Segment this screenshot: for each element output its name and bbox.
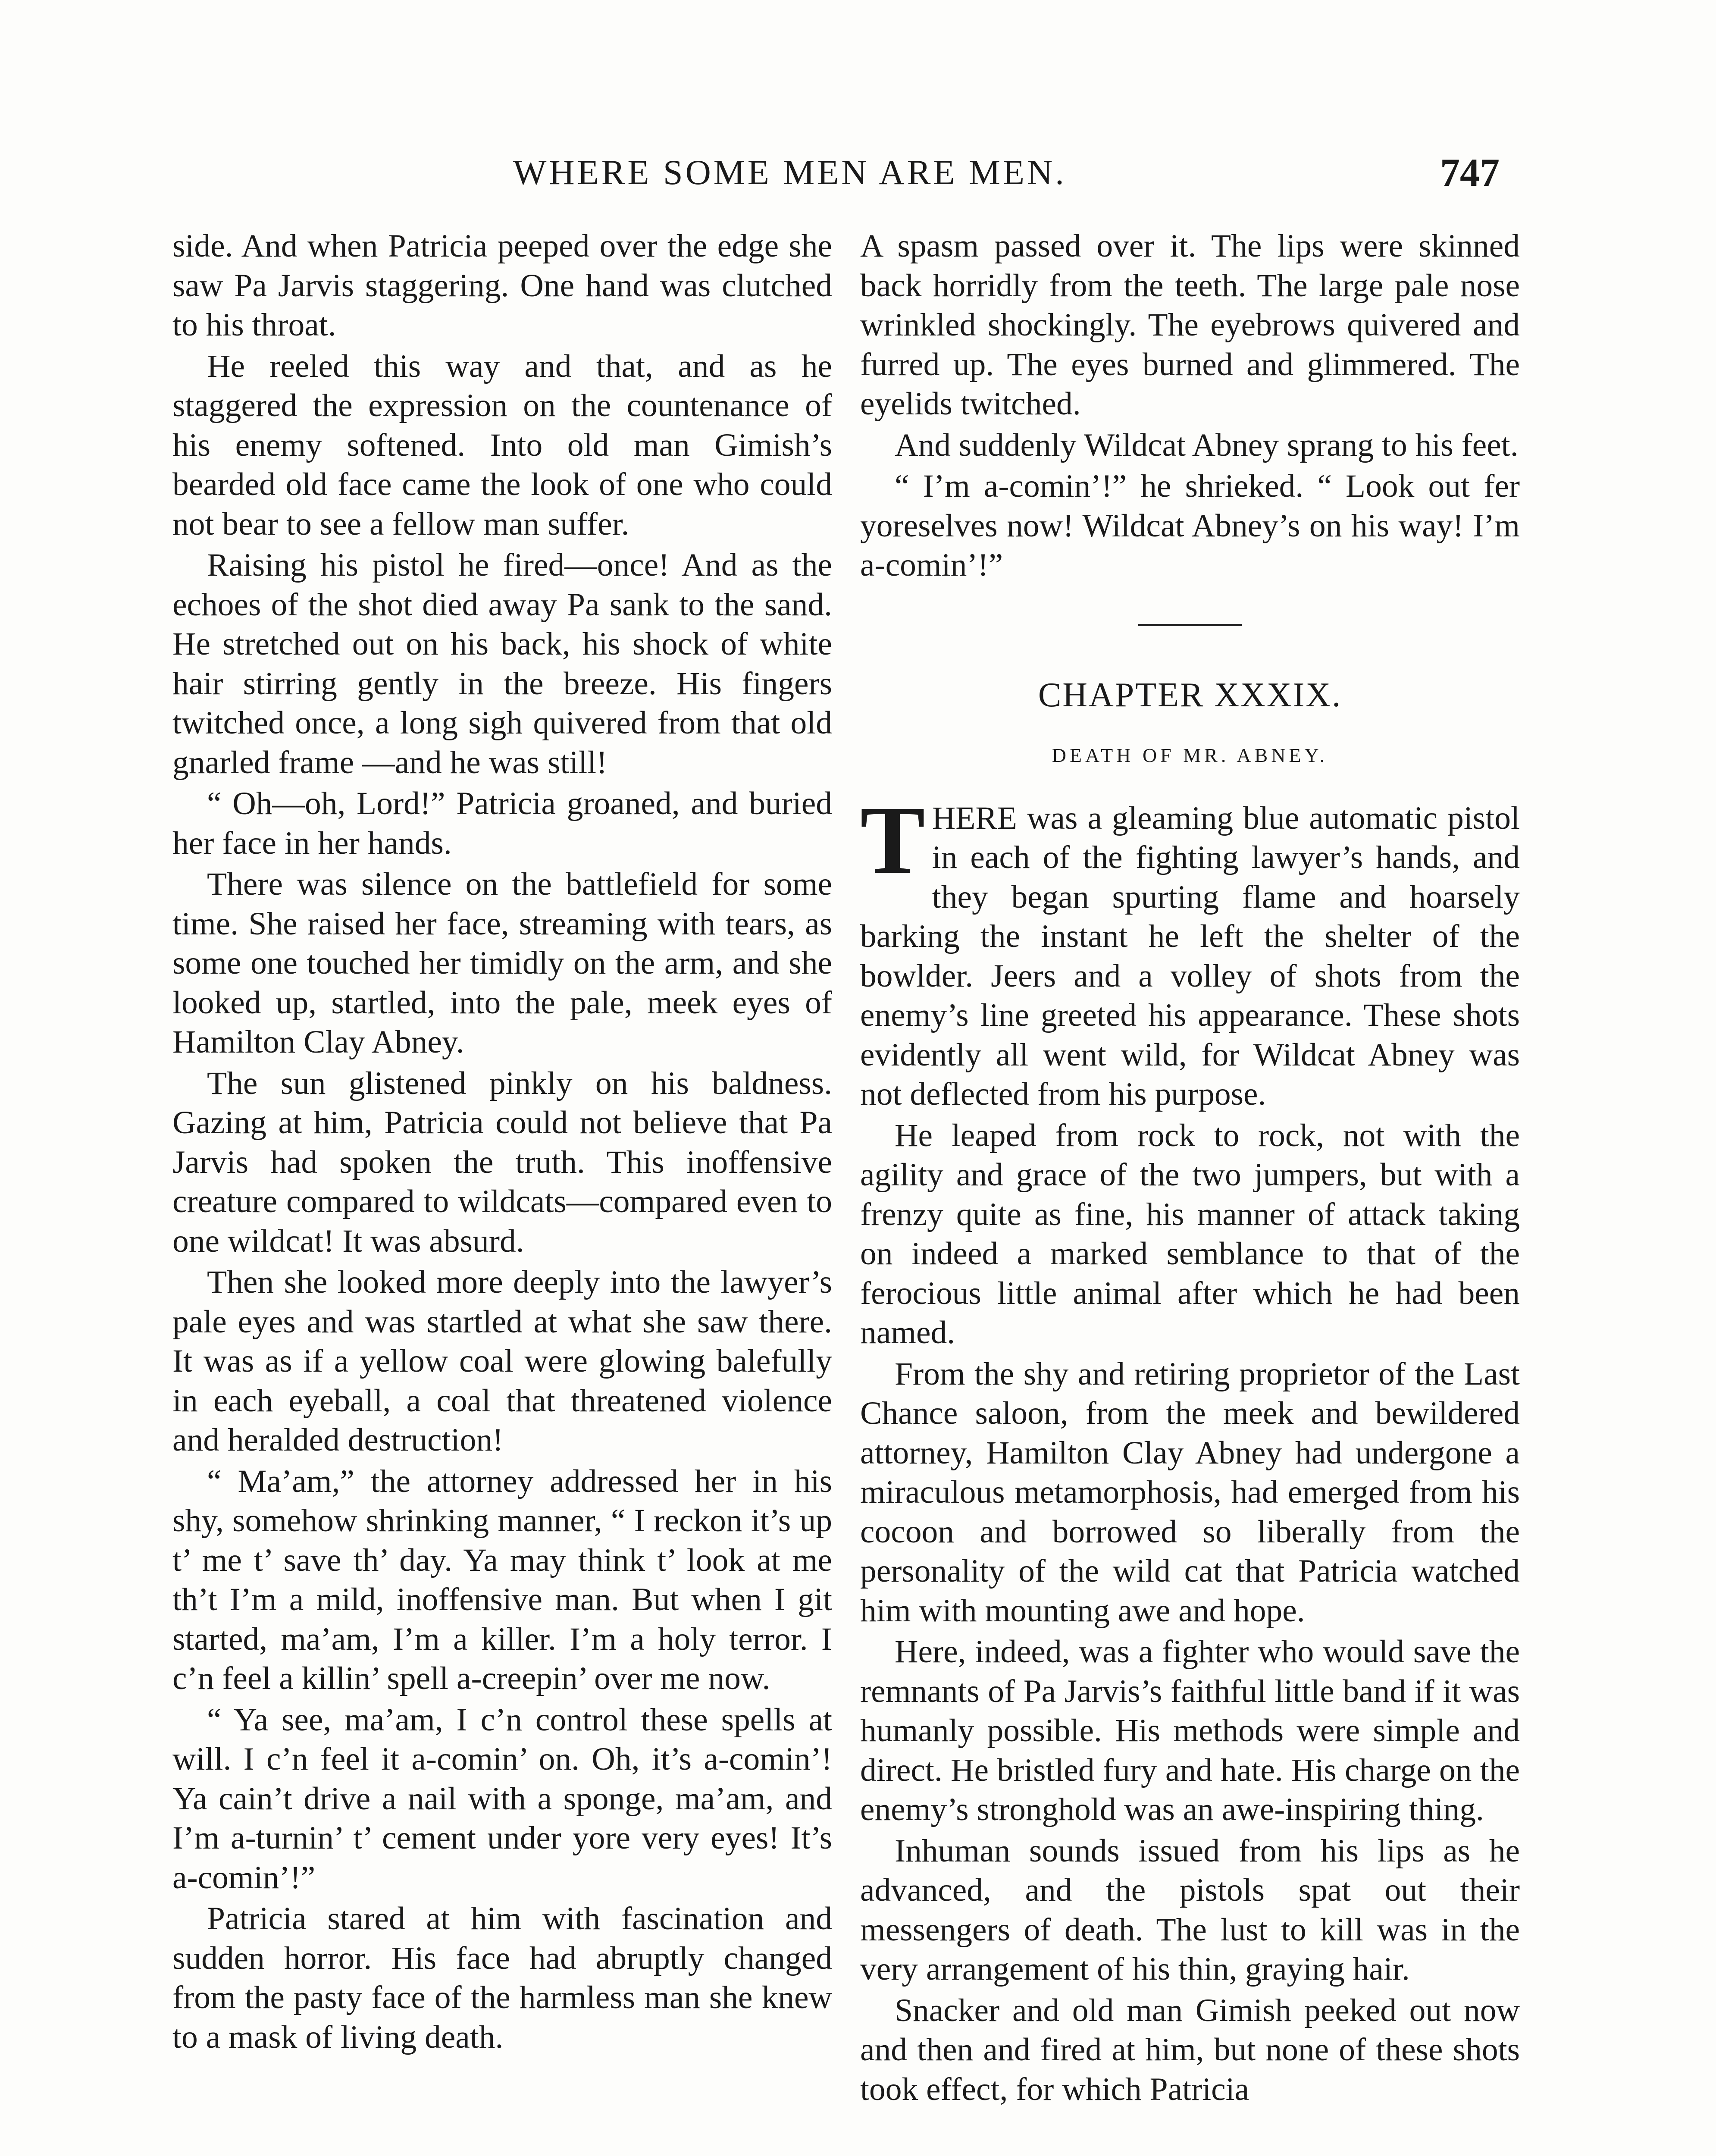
chapter-subtitle: DEATH OF MR. ABNEY. <box>1052 744 1328 766</box>
paragraph: A spasm passed over it. The lips were skinned back horridly from the teeth. The large pale nose wrinkled shockingly. The eyebrows quivered and furred up. The eyes burned and glimmered. The eyelids twitched. <box>860 228 1520 422</box>
paragraph: Inhuman sounds issued from his lips as he advanced, and the pistols spat out their messengers of death. The lust to kill was in the very arrangement of his thin, graying hair. <box>860 1833 1520 1987</box>
drop-cap: T <box>860 786 925 894</box>
running-title: WHERE SOME MEN ARE MEN. <box>513 153 1067 192</box>
paragraph: From the shy and retiring proprietor of the Last Chance saloon, from the meek and bewildered attorney, Hamilton Clay Abney had undergone a miraculous metamorphosis, had emerged from his cocoon and borrowed so liberally from the personality of the wild cat that Patricia watched him with mounting awe and hope. <box>860 1356 1520 1629</box>
section-divider <box>1138 624 1242 626</box>
paragraph: The sun glistened pinkly on his baldness. Gazing at him, Patricia could not believe that Pa Jarvis had spoken the truth. This inoffensive creature compared to wildcats—compared even to one wildcat! It was absurd. <box>172 1065 832 1259</box>
left-column <box>172 226 832 2057</box>
right-column <box>860 226 1520 2109</box>
paragraph: Patricia stared at him with fascination and sudden horror. His face had abruptly changed from the pasty face of the harmless man she knew to a mask of living death. <box>172 1901 832 2055</box>
paragraph: “ Oh—oh, Lord!” Patricia groaned, and buried her face in her hands. <box>172 786 832 861</box>
chapter-heading: CHAPTER XXXIX. <box>1038 676 1342 714</box>
paragraph: Snacker and old man Gimish peeked out now and then and fired at him, but none of these shots took effect, for which Patricia <box>860 1992 1520 2107</box>
paragraph: “ Ma’am,” the attorney addressed her in his shy, somehow shrinking manner, “ I reckon it’s up t’ me t’ save th’ day. Ya may think t’ look at me th’t I’m a mild, inoffensive man. But when I git started, ma’am, I’m a killer. I’m a holy terror. I c’n feel a killin’ spell a-creepin’ over me now. <box>172 1463 832 1696</box>
running-head <box>0 147 1716 198</box>
page-number: 747 <box>1440 150 1500 194</box>
paragraph: Then she looked more deeply into the lawyer’s pale eyes and was startled at what she saw there. It was as if a yellow coal were glowing balefully in each eyeball, a coal that threatened violence and heralded destruction! <box>172 1264 832 1458</box>
paragraph: “ Ya see, ma’am, I c’n control these spells at will. I c’n feel it a-comin’ on. Oh, it’s a-comin’! Ya cain’t drive a nail with a sponge, ma’am, and I’m a-turnin’ t’ cement under yore very eyes! It’s a-comin’!” <box>172 1702 832 1896</box>
opening-paragraph-text: HERE was a gleaming blue automatic pistol in each of the fighting lawyer’s hands, and they began spurting flame and hoarsely barking the instant he left the shelter of the bowlder. Jeers and a volley of shots from the enemy’s line greeted his appearance. These shots evidently all went wild, for Wildcat Abney was not deflected from his purpose. <box>860 800 1520 1112</box>
paragraph: Raising his pistol he fired—once! And as the echoes of the shot died away Pa sank to the sand. He stretched out on his back, his shock of white hair stirring gently in the breeze. His fingers twitched once, a long sigh quivered from that old gnarled frame —and he was still! <box>172 547 832 780</box>
paragraph: And suddenly Wildcat Abney sprang to his feet. <box>895 427 1519 463</box>
paragraph: Here, indeed, was a fighter who would save the remnants of Pa Jarvis’s faithful little band if it was humanly possible. His methods were simple and direct. He bristled fury and hate. His charge on the enemy’s stronghold was an awe-inspiring thing. <box>860 1634 1520 1827</box>
paragraph: He leaped from rock to rock, not with the agility and grace of the two jumpers, but with a frenzy quite as fine, his manner of attack taking on indeed a marked semblance to that of the ferocious little animal after which he had been named. <box>860 1117 1520 1351</box>
chapter-opening-paragraph <box>860 786 1520 1114</box>
paragraph: There was silence on the battlefield for some time. She raised her face, streaming with tears, as some one touched her timidly on the arm, and she looked up, startled, into the pale, meek eyes of Hamilton Clay Abney. <box>172 866 832 1060</box>
paragraph: “ I’m a-comin’!” he shrieked. “ Look out fer yoreselves now! Wildcat Abney’s on his way! I’m a-comin’!” <box>860 468 1520 583</box>
paragraph: side. And when Patricia peeped over the edge she saw Pa Jarvis staggering. One hand was clutched to his throat. <box>172 228 832 343</box>
paragraph: He reeled this way and that, and as he staggered the expression on the countenance of his enemy softened. Into old man Gimish’s bearded old face came the look of one who could not bear to see a fellow man suffer. <box>172 348 832 542</box>
